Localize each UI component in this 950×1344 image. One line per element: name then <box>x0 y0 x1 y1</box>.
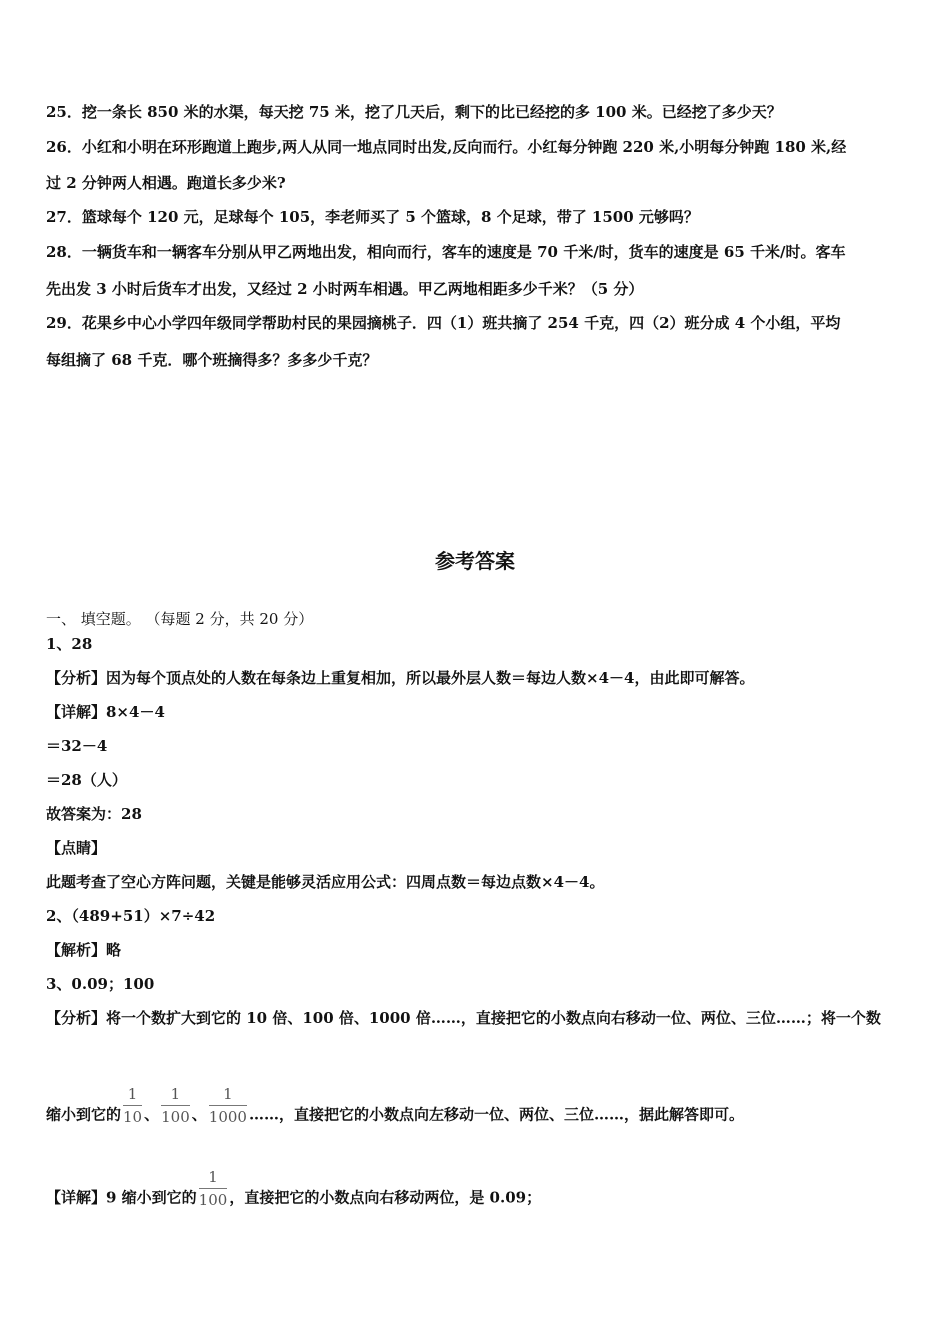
answer-3-analysis-line1: 【分析】将一个数扩大到它的 10 倍、100 倍、1000 倍……，直接把它的小数点向右移动一位、两位、三位……；将一个数 <box>46 1009 881 1027</box>
question-27: 27．篮球每个 120 元，足球每个 105，李老师买了 5 个篮球，8 个足球，带了 1500 元够吗？ <box>46 208 699 226</box>
fraction-denominator: 1000 <box>208 1108 247 1126</box>
question-26-line2: 过 2 分钟两人相遇。跑道长多少米? <box>46 174 286 192</box>
question-28-line1: 28．一辆货车和一辆客车分别从甲乙两地出发，相向而行，客车的速度是 70 千米/时，货车的速度是 65 千米/时。客车 <box>46 243 846 261</box>
answers-title: 参考答案 <box>435 549 515 573</box>
answer-1-tip: 【点睛】 <box>46 839 107 857</box>
fraction-denominator: 100 <box>161 1108 190 1126</box>
question-29-line2: 每组摘了 68 千克．哪个班摘得多？多多少千克？ <box>46 351 378 369</box>
fraction-one-hundredth <box>161 1085 190 1126</box>
question-28-line2: 先出发 3 小时后货车才出发，又经过 2 小时两车相遇。甲乙两地相距多少千米？（5 分） <box>46 280 644 298</box>
fraction-numerator: 1 <box>223 1085 233 1103</box>
question-25: 25．挖一条长 850 米的水渠，每天挖 75 米，挖了几天后，剩下的比已经挖的多 100 米。已经挖了多少天？ <box>46 103 782 121</box>
analysis-line2-suffix: ……，直接把它的小数点向左移动一位、两位、三位……，据此解答即可。 <box>248 1105 744 1124</box>
detail-suffix: ，直接把它的小数点向右移动两位，是 0.09； <box>229 1188 542 1207</box>
question-29-line1: 29．花果乡中心小学四年级同学帮助村民的果园摘桃子．四（1）班共摘了 254 千克，四（2）班分成 4 个小组，平均 <box>46 314 841 332</box>
question-26-line1: 26．小红和小明在环形跑道上跑步,两人从同一地点同时出发,反向而行。小红每分钟跑 220 米,小明每分钟跑 180 米,经 <box>46 138 847 156</box>
answer-1-result: 故答案为：28 <box>46 805 142 823</box>
answer-1-step2: ＝28（人） <box>46 771 127 789</box>
section-heading: 一、 填空题。 （每题 2 分，共 20 分） <box>46 610 314 628</box>
answer-1-analysis: 【分析】因为每个顶点处的人数在每条边上重复相加，所以最外层人数＝每边人数×4－4，由此即可解答。 <box>46 669 755 687</box>
answer-3-analysis-line2 <box>46 1085 744 1136</box>
answer-1: 1、28 <box>46 635 93 653</box>
answer-2: 2、（489+51）×7÷42 <box>46 907 216 925</box>
fraction-one-tenth <box>123 1085 142 1126</box>
analysis-line2-prefix: 缩小到它的 <box>46 1105 122 1124</box>
detail-prefix: 【详解】9 缩小到它的 <box>46 1188 197 1207</box>
separator: 、 <box>191 1105 207 1124</box>
answer-3: 3、0.09；100 <box>46 975 155 993</box>
fraction-one-hundredth <box>199 1168 228 1209</box>
separator: 、 <box>144 1105 160 1124</box>
answer-3-detail <box>46 1168 542 1219</box>
fraction-denominator: 100 <box>198 1191 228 1209</box>
fraction-numerator: 1 <box>208 1168 218 1186</box>
fraction-numerator: 1 <box>127 1085 138 1103</box>
answer-1-detail: 【详解】8×4－4 <box>46 703 165 721</box>
fraction-denominator: 10 <box>123 1108 143 1126</box>
fraction-numerator: 1 <box>170 1085 181 1103</box>
answer-1-tip-text: 此题考查了空心方阵问题，关键是能够灵活应用公式：四周点数＝每边点数×4－4。 <box>46 873 605 891</box>
answer-1-step1: ＝32－4 <box>46 737 108 755</box>
answer-2-analysis: 【解析】略 <box>46 941 122 959</box>
fraction-one-thousandth <box>209 1085 247 1126</box>
